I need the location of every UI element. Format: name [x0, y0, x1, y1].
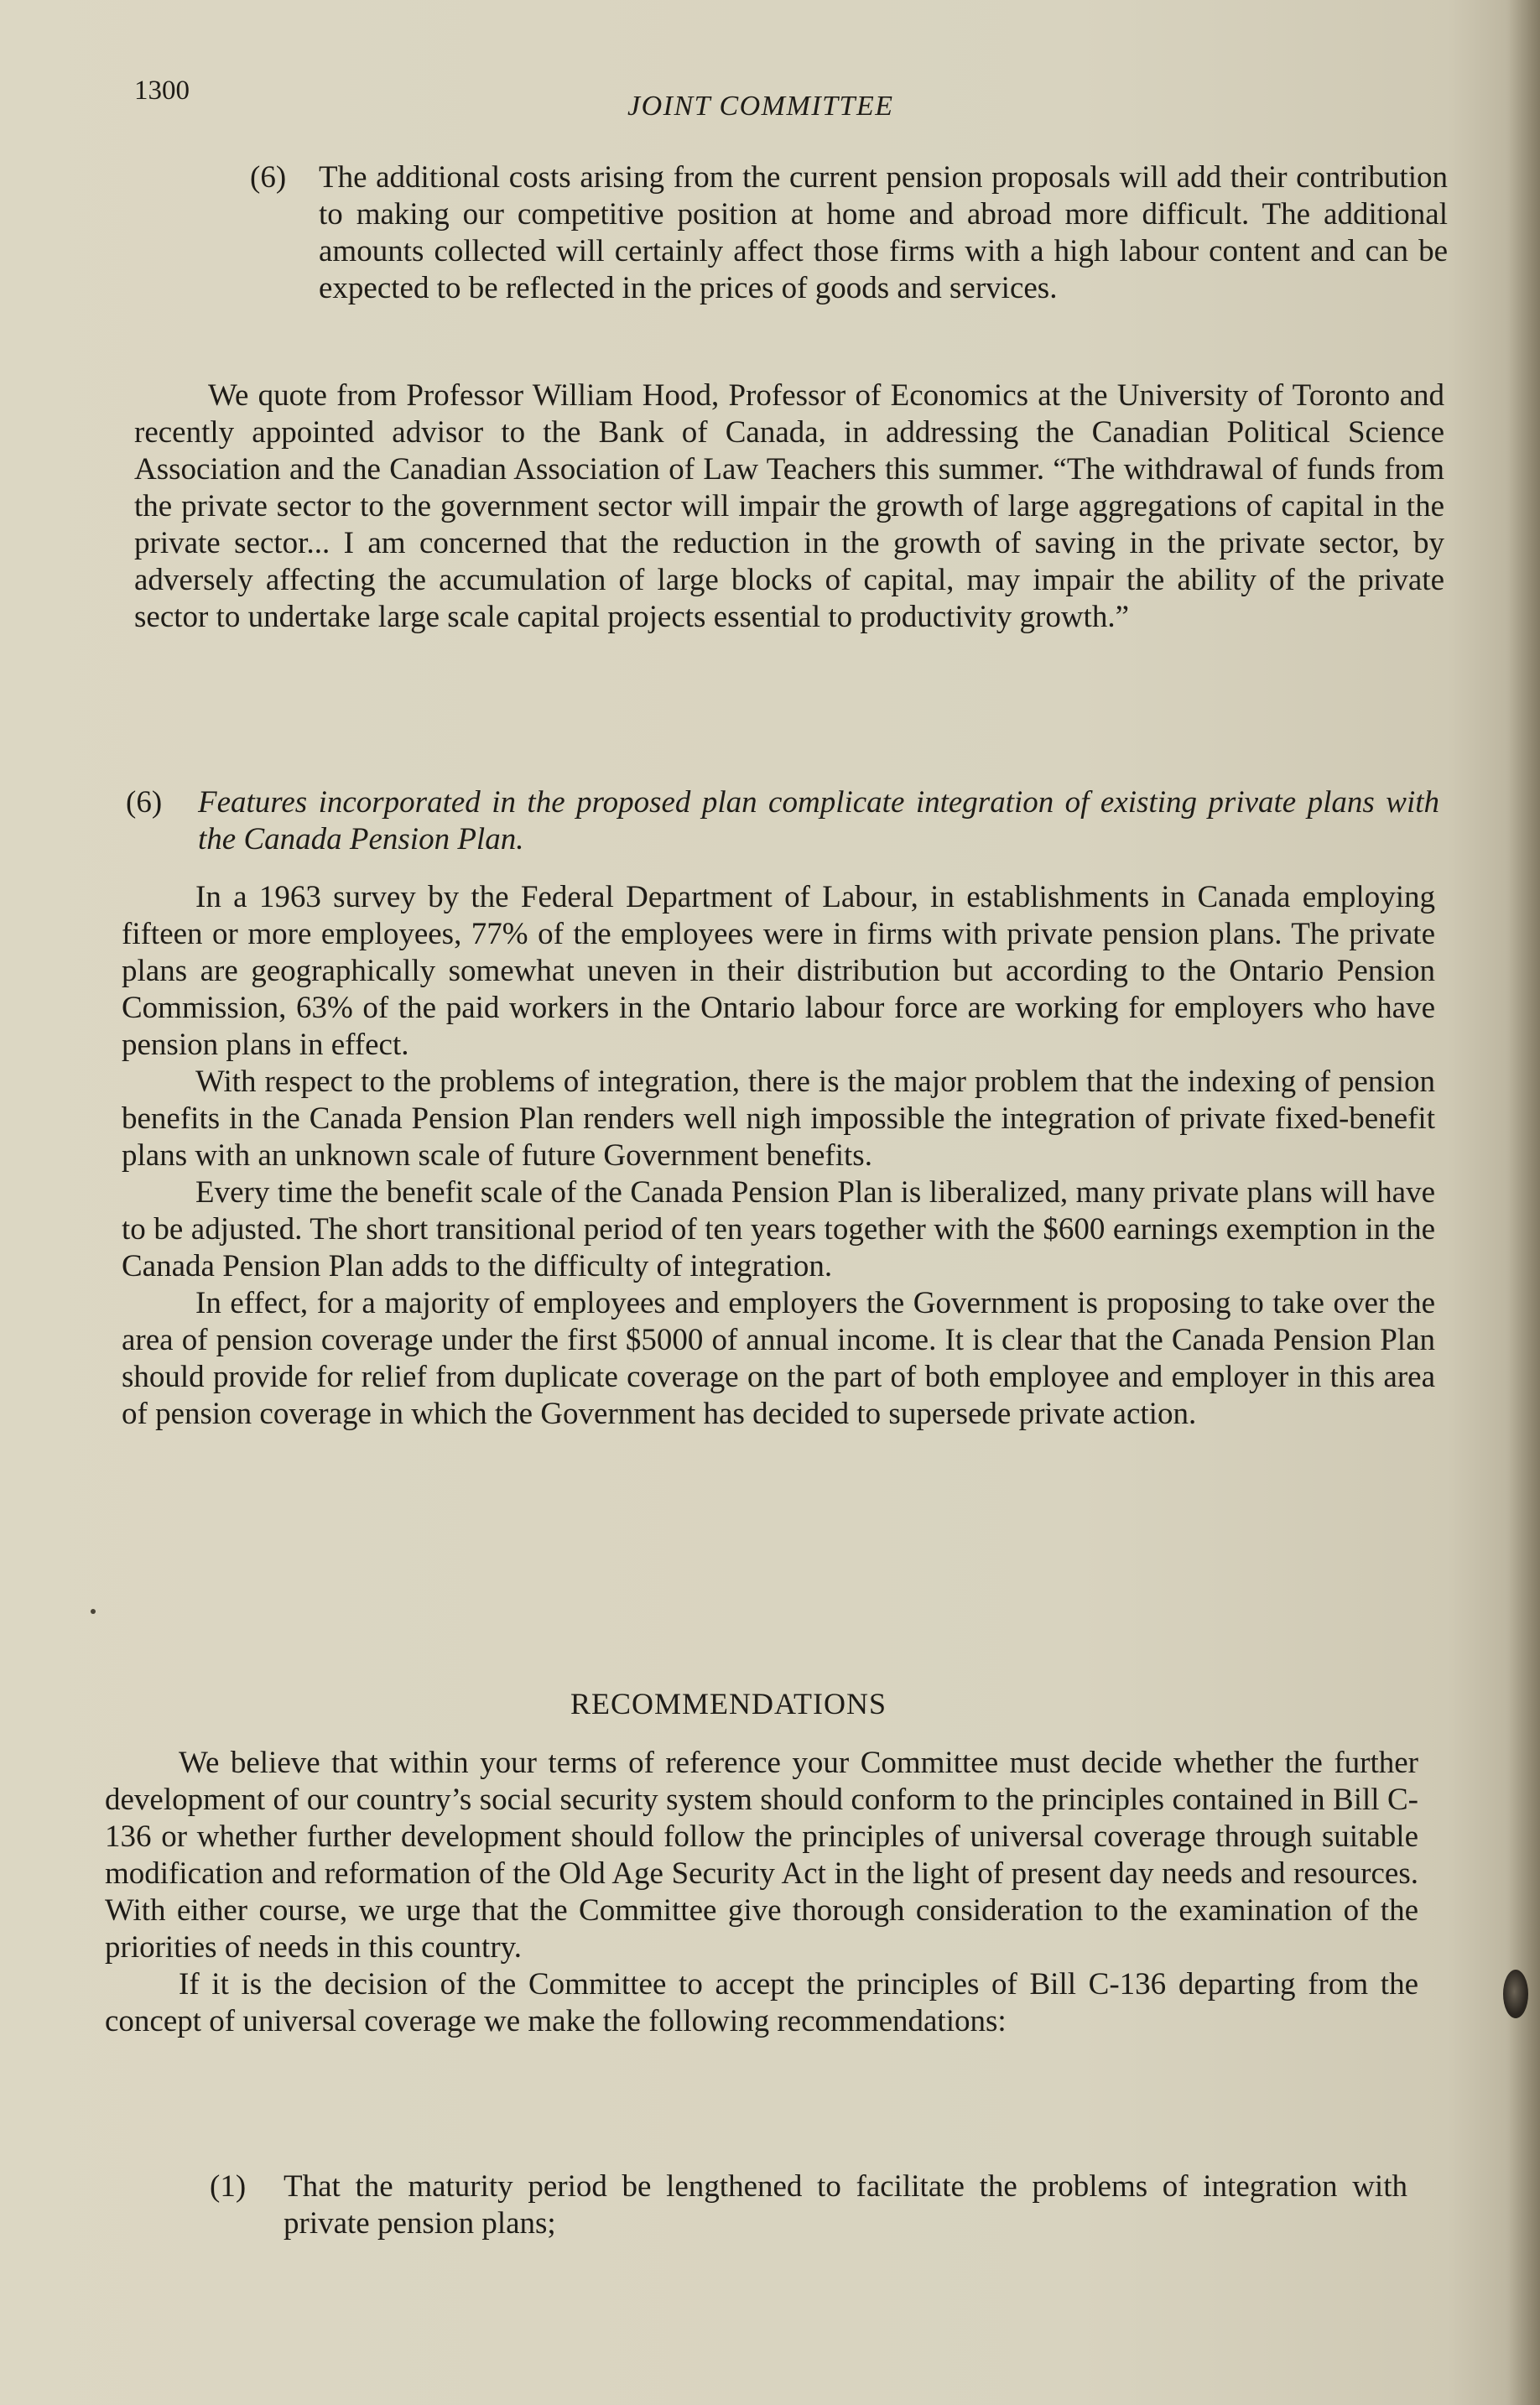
- binding-edge-shadow: [1506, 0, 1540, 2405]
- recommendations-paragraphs: [105, 1745, 1418, 2040]
- paragraph-survey: In a 1963 survey by the Federal Department of Labour, in establishments in Canada employing fifteen or more employees, 77% of the employees were in firms with private pension plans. The private plans are geographically somewhat uneven in their distribution but according to the Ontario Pension Commission, 63% of the paid workers in the Ontario labour force are working for employers who have pension plans in effect.: [122, 880, 1435, 1062]
- list-item-number: (6): [126, 785, 163, 820]
- list-item-6-costs: [250, 159, 1448, 307]
- running-head: JOINT COMMITTEE: [627, 91, 894, 122]
- list-item-text: That the maturity period be lengthened to facilitate the problems of integration with private pension plans;: [284, 2169, 1407, 2241]
- list-item-number: (1): [210, 2169, 247, 2204]
- page-number: 1300: [134, 75, 190, 106]
- section-heading-italic: Features incorporated in the proposed plan complicate integration of existing private plans with the Canada Pension Plan.: [198, 785, 1439, 856]
- list-item-number: (6): [250, 160, 287, 195]
- body-paragraphs: [122, 879, 1435, 1433]
- paragraph-decision: If it is the decision of the Committee to accept the principles of Bill C-136 departing from the concept of universal coverage we make the following recommendations:: [105, 1967, 1418, 2038]
- quote-paragraph: [134, 377, 1444, 636]
- recommendation-item-1: [210, 2168, 1407, 2242]
- paragraph-terms-of-reference: We believe that within your terms of reference your Committee must decide whether the further development of our country’s social security system should conform to the principles contained in Bill C-136 or whether further development should follow the principles of universal coverage through suitable modification and reformation of the Old Age Security Act in the light of present day needs and resources. With either course, we urge that the Committee give thorough consideration to the examination of the priorities of needs in this country.: [105, 1746, 1418, 1965]
- list-item-6-features: [126, 784, 1439, 858]
- paragraph-benefit-scale: Every time the benefit scale of the Canada Pension Plan is liberalized, many private plans will have to be adjusted. The short transitional period of ten years together with the $600 earnings exemption in the Canada Pension Plan adds to the difficulty of integration.: [122, 1175, 1435, 1283]
- paragraph: We quote from Professor William Hood, Professor of Economics at the University of Toronto and recently appointed advisor to the Bank of Canada, in addressing the Canadian Political Science Association and the Canadian Association of Law Teachers this summer. “The withdrawal of funds from the private sector to the government sector will impair the growth of large aggregations of capital in the private sector... I am concerned that the reduction in the growth of saving in the private sector, by adversely affecting the accumulation of large blocks of capital, may impair the ability of the private sector to undertake large scale capital projects essential to productivity growth.”: [134, 378, 1444, 634]
- binding-hole: [1503, 1970, 1528, 2018]
- margin-mark: [91, 1609, 96, 1614]
- paragraph-in-effect: In effect, for a majority of employees and employers the Government is proposing to take over the area of pension coverage under the first $5000 of annual income. It is clear that the Canada Pension Plan should provide for relief from duplicate coverage on the part of both employee and employer in this area of pension coverage in which the Government has decided to supersede private action.: [122, 1286, 1435, 1431]
- paragraph-integration: With respect to the problems of integration, there is the major problem that the indexing of pension benefits in the Canada Pension Plan renders well nigh impossible the integration of private fixed-benefit plans with an unknown scale of future Government benefits.: [122, 1065, 1435, 1173]
- list-item-text: The additional costs arising from the current pension proposals will add their contribution to making our competitive position at home and abroad more difficult. The additional amounts collected will certainly affect those firms with a high labour content and can be expected to be reflected in the prices of goods and services.: [319, 160, 1448, 305]
- section-title-recommendations: RECOMMENDATIONS: [570, 1687, 887, 1720]
